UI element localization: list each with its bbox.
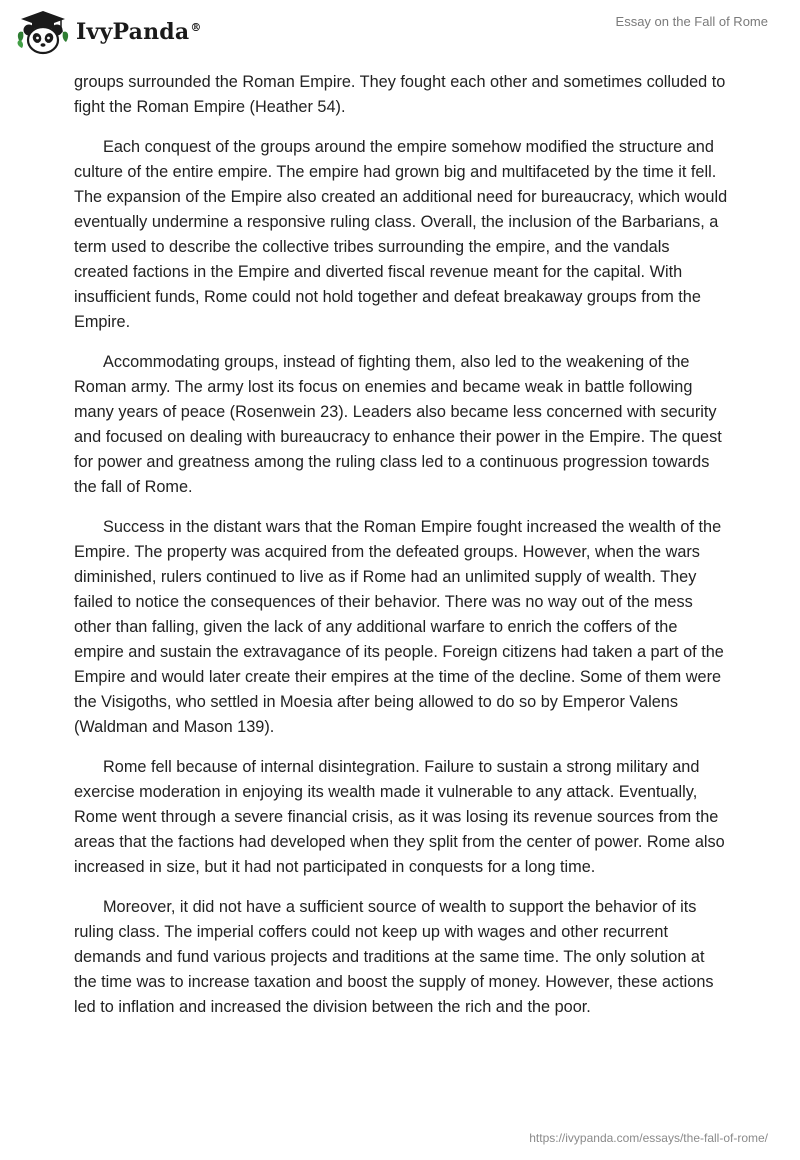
panda-graduate-icon: [14, 8, 72, 56]
paragraph: groups surrounded the Roman Empire. They fought each other and sometimes colluded to fight the Roman Empire (Heather 54).: [74, 73, 726, 116]
essay-body: [74, 70, 728, 1035]
paragraph: Rome fell because of internal disintegration. Failure to sustain a strong military and exercise moderation in enjoying its wealth made it vulnerable to any attack. Eventually, Rome went through a severe financial crisis, as it was losing its revenue sources from the areas that the factions had developed when they split from the center of power. Rome also increased in size, but it had not participated in conquests for a long time.: [74, 758, 725, 876]
logo-text: IvyPanda: [76, 19, 190, 45]
source-url[interactable]: https://ivypanda.com/essays/the-fall-of-rome/: [529, 1131, 768, 1145]
registered-mark: ®: [190, 20, 202, 34]
ivypanda-logo[interactable]: [14, 8, 202, 56]
paragraph: Each conquest of the groups around the empire somehow modified the structure and culture of the entire empire. The empire had grown big and multifaceted by the time it fell. The expansion of the Empire also created an additional need for bureaucracy, which would eventually undermine a responsive ruling class. Overall, the inclusion of the Barbarians, a term used to describe the collective tribes surrounding the empire, and the vandals created factions in the Empire and diverted fiscal revenue meant for the capital. With insufficient funds, Rome could not hold together and defeat breakaway groups from the Empire.: [74, 138, 728, 331]
paragraph: Moreover, it did not have a sufficient source of wealth to support the behavior of its ruling class. The imperial coffers could not keep up with wages and other recurrent demands and fund various projects and traditions at the same time. The only solution at the time was to increase taxation and boost the supply of money. However, these actions led to inflation and increased the division between the rich and the poor.: [74, 898, 714, 1016]
document-title: Essay on the Fall of Rome: [615, 14, 768, 29]
page-header: [0, 0, 800, 64]
paragraph: Success in the distant wars that the Roman Empire fought increased the wealth of the Empire. The property was acquired from the defeated groups. However, when the wars diminished, rulers continued to live as if Rome had an unlimited supply of wealth. They failed to notice the consequences of their behavior. There was no way out of the mess other than falling, given the lack of any additional warfare to enrich the coffers of the empire and sustain the extravagance of its people. Foreign citizens had taken a part of the Empire and would later create their empires at the time of the decline. Some of them were the Visigoths, who settled in Moesia after being allowed to do so by Emperor Valens (Waldman and Mason 139).: [74, 518, 724, 736]
logo-wordmark: [76, 19, 202, 45]
paragraph: Accommodating groups, instead of fighting them, also led to the weakening of the Roman army. The army lost its focus on enemies and became weak in battle following many years of peace (Rosenwein 23). Leaders also became less concerned with security and focused on dealing with bureaucracy to enhance their power in the Empire. The quest for power and greatness among the ruling class led to a continuous progression towards the fall of Rome.: [74, 353, 722, 496]
